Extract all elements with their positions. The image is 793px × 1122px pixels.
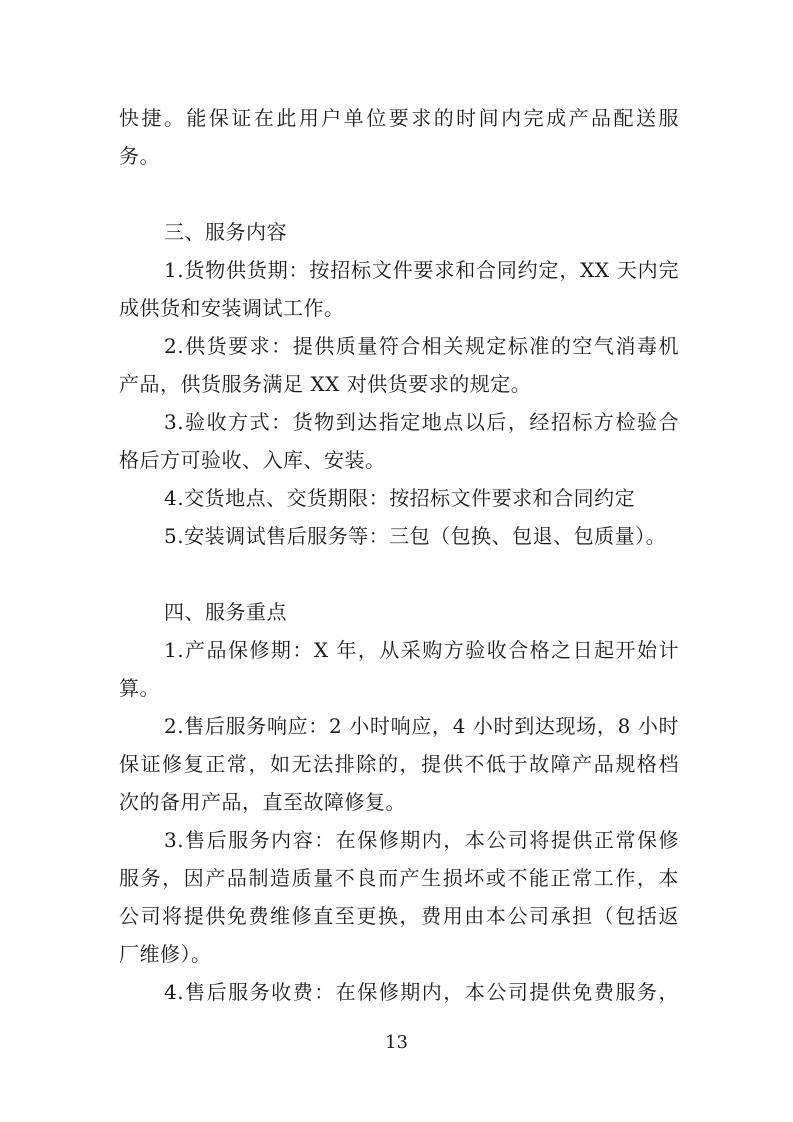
list-item: 3.验收方式：货物到达指定地点以后，经招标方检验合 bbox=[164, 410, 679, 434]
paragraph-line: 公司将提供免费维修直至更换，费用由本公司承担（包括返 bbox=[119, 904, 679, 928]
paragraph-line: 次的备用产品，直至故障修复。 bbox=[119, 790, 406, 814]
paragraph-line: 算。 bbox=[119, 676, 160, 700]
paragraph-line: 格后方可验收、入库、安装。 bbox=[119, 448, 386, 472]
list-item: 5.安装调试售后服务等：三包（包换、包退、包质量）。 bbox=[164, 524, 667, 548]
paragraph-line: 务。 bbox=[119, 144, 160, 168]
list-item: 4.交货地点、交货期限：按招标文件要求和合同约定 bbox=[164, 486, 636, 510]
paragraph-line: 厂维修）。 bbox=[119, 942, 212, 966]
list-item: 4.售后服务收费：在保修期内，本公司提供免费服务， bbox=[164, 980, 679, 1004]
section-heading-service-focus: 四、服务重点 bbox=[164, 600, 287, 624]
paragraph-line: 服务，因产品制造质量不良而产生损坏或不能正常工作，本 bbox=[119, 866, 679, 890]
paragraph-line: 成供货和安装调试工作。 bbox=[119, 296, 345, 320]
paragraph-line: 保证修复正常，如无法排除的，提供不低于故障产品规格档 bbox=[119, 752, 679, 776]
section-heading-service-content: 三、服务内容 bbox=[164, 220, 287, 244]
list-item: 1.产品保修期：X 年，从采购方验收合格之日起开始计 bbox=[164, 638, 679, 662]
list-item: 3.售后服务内容：在保修期内，本公司将提供正常保修 bbox=[164, 828, 679, 852]
paragraph-line: 产品，供货服务满足 XX 对供货要求的规定。 bbox=[119, 372, 532, 396]
list-item: 2.售后服务响应：2 小时响应，4 小时到达现场，8 小时 bbox=[164, 714, 679, 738]
paragraph-line: 快捷。能保证在此用户单位要求的时间内完成产品配送服 bbox=[119, 106, 679, 130]
list-item: 1.货物供货期：按招标文件要求和合同约定，XX 天内完 bbox=[164, 258, 679, 282]
page-number: 13 bbox=[385, 1032, 408, 1053]
list-item: 2.供货要求：提供质量符合相关规定标准的空气消毒机 bbox=[164, 334, 679, 358]
